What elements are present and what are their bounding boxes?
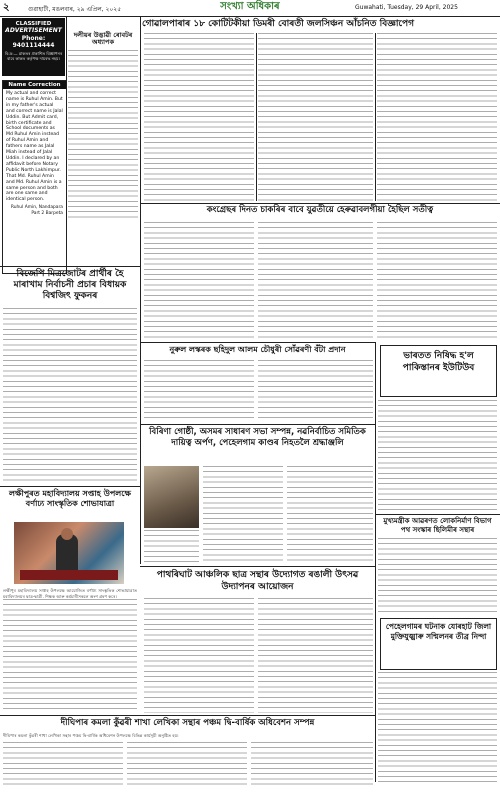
classified-subtitle: ADVERTISEMENT xyxy=(5,27,62,34)
masthead xyxy=(0,0,500,17)
cm-article-text xyxy=(378,538,497,614)
bottom-article-text: দীঘিপাৰ কমলা কুঁৱৰী শাখা লেখিকা সন্থাৰ পঞ্চম দ্বি-বাৰ্ষিক অধিবেশন উপলক্ষে বিভিন্ন কাৰ্যসূচী অনুষ্ঠিত হয়। xyxy=(3,733,179,738)
pehelgam-article-text xyxy=(378,672,497,786)
name-correction-title: Name Correction xyxy=(3,81,66,89)
pehelgam-headline: পেহেলগামৰ ঘটনাক যোৰহাট জিলা মুক্তিযুজ্ঝাৰু সন্মিলনৰ তীব্ৰ নিন্দা xyxy=(385,622,492,641)
pathsala-col1 xyxy=(144,598,254,713)
culture-photo xyxy=(14,522,124,584)
youtube-article-text xyxy=(378,400,497,512)
cm-headline: মুখ্যমন্ত্ৰীক আৱৰণত লোকনিৰ্মাণ বিভাগ পথ সংস্কাৰ ছিলিমীৰ সন্থাৰ xyxy=(383,517,492,534)
biring-headline: বিৰিণা গোষ্ঠী, অসমৰ সাধাৰণ সভা সম্পন্ন, নৱনিৰ্বাচিত সমিতিক দায়িত্ব অৰ্পণ, পেহেলগাম কাণ্ডৰ নিহতলৈ শ্ৰদ্ধাঞ্জলি xyxy=(149,427,366,448)
nurul-col2 xyxy=(258,360,373,422)
right-date: Guwahati, Tuesday, 29 April, 2025 xyxy=(355,4,458,11)
classified-box xyxy=(2,18,65,76)
left-date: গুৱাহাটী, মঙলবাৰ, ২৯ এপ্ৰিল, ২০২৫ xyxy=(28,6,122,13)
robot-article-text xyxy=(68,50,138,218)
culture-headline: লক্ষীপুৰত মহাবিদ্যালয় সপ্তাহ উপলক্ষে বৰ্ণাঢ্য সাংস্কৃতিক শোভাযাত্ৰা xyxy=(9,489,131,508)
biring-col3 xyxy=(287,466,373,564)
bjp-article-text xyxy=(3,308,137,484)
name-correction-box xyxy=(2,80,67,274)
congress-col3 xyxy=(377,222,497,340)
bottom-col2 xyxy=(127,742,247,788)
biring-col2 xyxy=(203,466,283,564)
page-number: ২ xyxy=(3,2,10,13)
robot-headline: দলীয়ৰ উদ্ভাৱী ৰোবটৰ অধ্যাপক xyxy=(73,31,133,47)
classified-phone: Phone: 9401114444 xyxy=(12,35,55,49)
culture-article-lines xyxy=(3,599,137,713)
top-article-col2 xyxy=(258,33,373,201)
bottom-headline: দীঘিপাৰ কমলা কুঁৱৰী শাখা লেখিকা সন্থাৰ পঞ্চম দ্বি-বাৰ্ষিক অধিবেশন সম্পন্ন xyxy=(60,718,315,728)
pehelgam-box xyxy=(380,618,497,670)
name-correction-body: My actual and correct name is Ruhul Amin. But in my father's actual and correct name is Jalal Uddin. But Admit card, birth certificate and School documents as Md Ruhul Amin instead of Ruhul Amin and fathers name as Jalal Miah instead of Jalal Uddin. I declared by an affidavit before Notary Public North Lakhimpur. That Md. Ruhul Amin and Md. Ruhul Amin is a same person and both are one same and identical person. xyxy=(6,91,63,203)
congress-col1 xyxy=(144,222,254,340)
nurul-headline: নুৰুল লস্কৰক ছহিদুল আলম চৌধুৰী সোঁৱৰণী বঁটা প্ৰদান xyxy=(169,345,346,354)
culture-article-text: লক্ষীপুৰ মহাবিদ্যালয় সপ্তাহ উপলক্ষে আয়োজিত বৰ্ণাঢ্য সাংস্কৃতিক শোভাযাত্ৰাত মহাবিদ্যালয়ৰ ছাত্ৰ-ছাত্ৰী, শিক্ষক আৰু কৰ্মচাৰীসকলে অংশ গ্ৰহণ কৰে। xyxy=(3,588,137,598)
nurul-col1 xyxy=(144,360,254,422)
top-article-col1 xyxy=(144,33,254,201)
youtube-headline: ভাৰতত নিষিদ্ধ হ'ল পাকিস্তানৰ ইউটিউব xyxy=(402,351,475,373)
top-headline: গোৱালপাৰাৰ ১৮ কোটিটকীয়া ডিমৰী বোৰতী জলসিঞ্চন আঁচনিত বিজ্ঞাপেগ xyxy=(142,19,415,29)
bottom-col3 xyxy=(251,742,373,788)
classified-note: বি:দ্ৰ:— ৱাকতৰ প্ৰকাশিত বিজ্ঞাপনৰ বাবে কাকত কৰ্তৃপক্ষ দায়বদ্ধ নহয়। xyxy=(4,51,63,61)
top-article-col3 xyxy=(377,33,497,201)
bottom-col1 xyxy=(3,742,123,788)
bjp-headline: বিজেপি মিত্ৰজোটৰ প্ৰাৰ্থীৰ হৈ মাৰাখাম নিৰ্বাচনী প্ৰচাৰ বিধায়ক বিশ্বজিৎ ফুকনৰ xyxy=(13,269,127,301)
classified-title: CLASSIFIED xyxy=(15,21,52,27)
pathsala-headline: পাথৰিঘাট আঞ্চলিক ছাত্ৰ সন্থাৰ উদ্যোগত ৰঙালী উৎসৱ উদ্যাপনৰ আয়োজন xyxy=(156,570,359,592)
biring-col1 xyxy=(144,530,199,564)
pathsala-col2 xyxy=(258,598,373,713)
biring-photo xyxy=(144,466,199,528)
robot-article xyxy=(68,18,138,218)
congress-headline: কংগ্ৰেছৰ দিনত চাকৰিৰ বাবে যুৱতীয়ে হেৰুৱাবলগীয়া হৈছিল সতীত্ব xyxy=(206,205,434,215)
congress-col2 xyxy=(258,222,373,340)
name-correction-signature: Ruhul Amin, Nandapara Part 2 Barpeta xyxy=(10,205,63,216)
paper-name: সংখ্যা অধিকাৰ xyxy=(220,1,280,12)
youtube-box xyxy=(380,345,497,397)
